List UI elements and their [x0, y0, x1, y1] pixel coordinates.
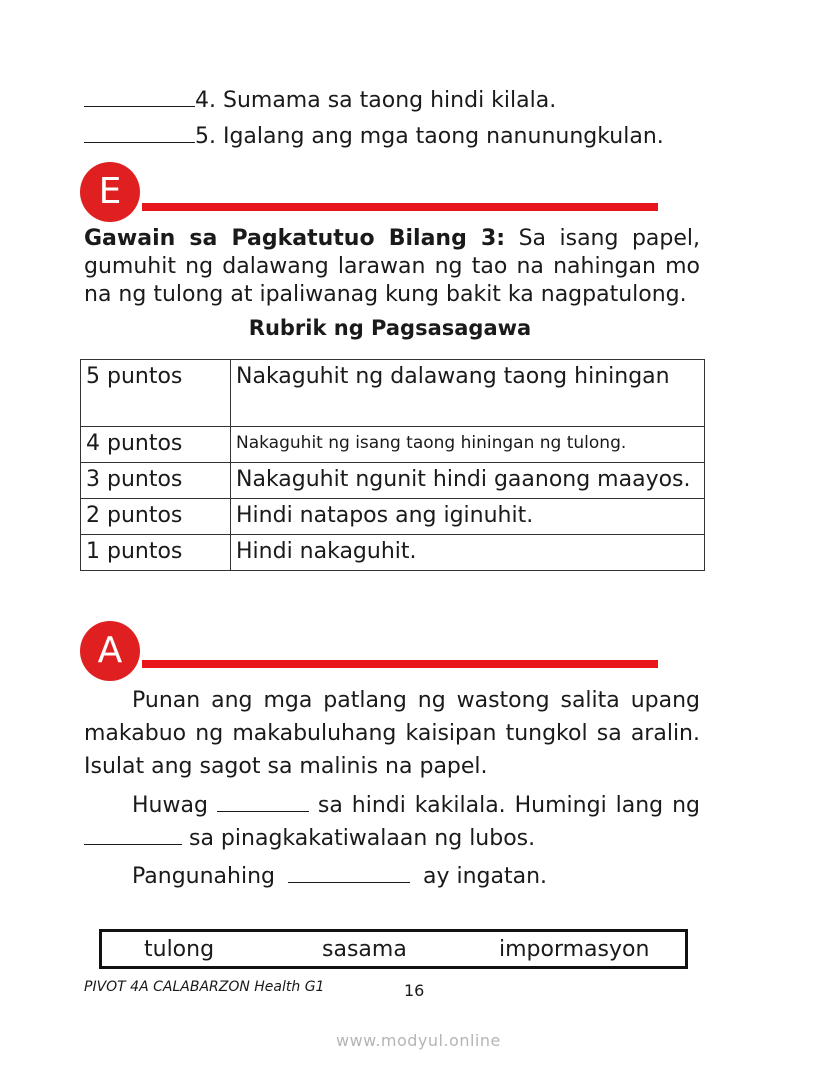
section-a-badge: A [80, 621, 140, 681]
fill-sentence-2 [132, 864, 547, 889]
table-row [81, 499, 705, 535]
word-bank-item: sasama [322, 937, 407, 962]
points-cell: 4 puntos [81, 427, 231, 463]
description-cell: Nakaguhit ngunit hindi gaanong maayos. [231, 463, 705, 499]
table-row [81, 360, 705, 427]
activity-paragraph [84, 225, 700, 309]
section-e-divider [142, 203, 658, 211]
rubric-title: Rubrik ng Pagsasagawa [248, 316, 532, 340]
points-cell: 5 puntos [81, 360, 231, 427]
answer-blank[interactable] [217, 811, 309, 812]
section-a-divider [142, 660, 658, 668]
table-row [81, 535, 705, 571]
points-cell: 1 puntos [81, 535, 231, 571]
watermark: www.modyul.online [336, 1031, 501, 1050]
sentence-text: Huwag [132, 793, 208, 818]
description-cell: Nakaguhit ng dalawang taong hiningan [231, 360, 705, 427]
word-bank-item: impormasyon [499, 937, 650, 962]
description-cell: Hindi natapos ang iginuhit. [231, 499, 705, 535]
points-cell: 2 puntos [81, 499, 231, 535]
item-text: 4. Sumama sa taong hindi kilala. [195, 88, 557, 113]
answer-blank[interactable] [84, 106, 195, 107]
item-text: 5. Igalang ang mga taong nanunungkulan. [195, 124, 664, 149]
table-row [81, 463, 705, 499]
word-bank-item: tulong [144, 937, 215, 962]
fill-sentence-1 [84, 789, 700, 855]
answer-blank[interactable] [288, 882, 410, 883]
footer-course: PIVOT 4A CALABARZON Health G1 [84, 979, 325, 995]
word-bank-box [99, 929, 688, 969]
section-e-badge: E [80, 162, 140, 222]
sentence-text: sa pinagkakatiwalaan ng lubos. [189, 826, 536, 851]
sentence-text: Pangunahing [132, 864, 275, 889]
list-item [84, 124, 664, 149]
points-cell: 3 puntos [81, 463, 231, 499]
activity-text: Sa isang papel, gumuhit ng dalawang larawan ng tao na nahingan mo na ng tulong at ipaliwanag kung bakit ka nagpatulong. [84, 226, 700, 307]
instructions-paragraph: Punan ang mga patlang ng wastong salita upang makabuo ng makabuluhang kaisipan tungkol sa aralin. Isulat ang sagot sa malinis na papel. [84, 688, 700, 779]
description-cell: Nakaguhit ng isang taong hiningan ng tulong. [231, 427, 705, 463]
rubric-table [80, 359, 705, 571]
answer-blank[interactable] [84, 844, 182, 845]
sentence-text: ay ingatan. [423, 864, 548, 889]
page-number: 16 [404, 981, 425, 1000]
activity-title: Gawain sa Pagkatutuo Bilang 3: [84, 226, 506, 251]
description-cell: Hindi nakaguhit. [231, 535, 705, 571]
table-row [81, 427, 705, 463]
list-item [84, 88, 556, 113]
answer-blank[interactable] [84, 142, 195, 143]
sentence-text: sa hindi kakilala. Humingi lang ng [317, 793, 700, 818]
